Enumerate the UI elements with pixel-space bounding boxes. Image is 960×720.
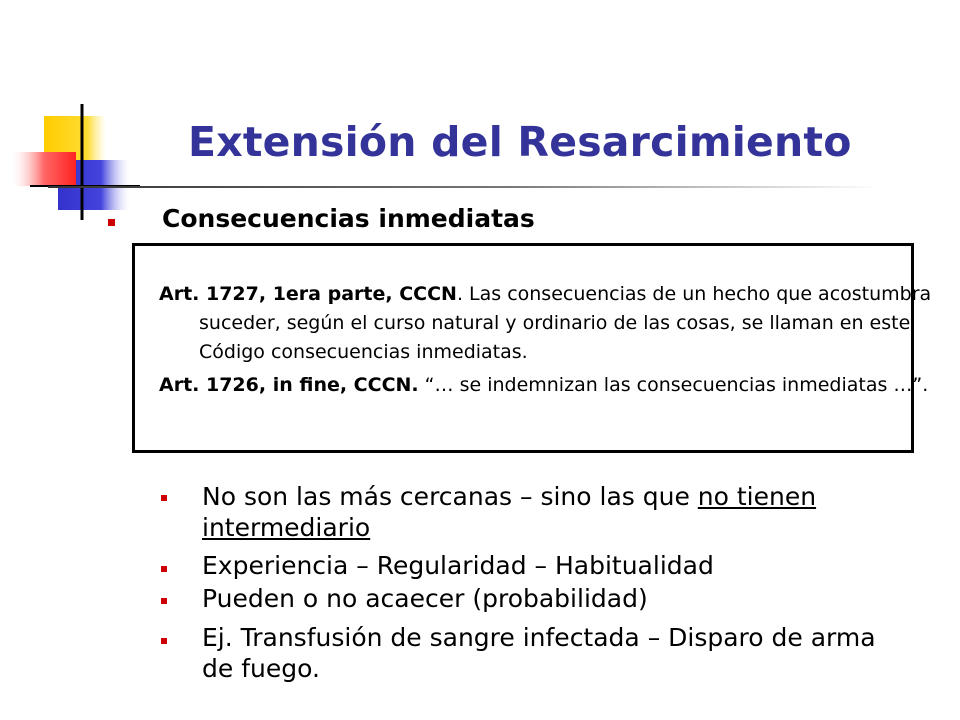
subtitle-bullet — [108, 219, 115, 226]
bullet-marker — [161, 566, 167, 572]
bullet-text: Experiencia – Regularidad – Habitualidad — [202, 551, 714, 580]
article-text: . Las consecuencias de un hecho que acostumbra suceder, según el curso natural y ordinario de las cosas, se llaman en este Código consecuencias inmediatas. — [199, 283, 932, 363]
logo-red-square — [12, 152, 76, 186]
slide-subtitle: Consecuencias inmediatas — [162, 204, 535, 233]
slide-title: Extensión del Resarcimiento — [188, 118, 852, 166]
bullet-text: Ej. Transfusión de sangre infectada – Disparo de arma de fuego. — [202, 623, 876, 683]
bullet-text: Pueden o no acaecer (probabilidad) — [202, 584, 648, 613]
bullet-marker — [161, 598, 167, 604]
article-text: “… se indemnizan las consecuencias inmediatas …”. — [418, 374, 929, 396]
bullet-marker — [161, 495, 167, 501]
article-1727 — [159, 280, 939, 367]
bullet-marker — [161, 638, 167, 644]
bullet-text: No son las más cercanas – sino las que no tienen intermediario — [202, 482, 817, 542]
article-1726 — [159, 371, 939, 400]
article-reference: Art. 1726, in fine, CCCN. — [159, 374, 419, 396]
articles-box — [132, 243, 932, 453]
article-reference: Art. 1727, 1era parte, CCCN — [159, 283, 457, 305]
underlined-phrase: no tienen intermediario — [202, 482, 817, 542]
title-underline — [48, 186, 880, 188]
